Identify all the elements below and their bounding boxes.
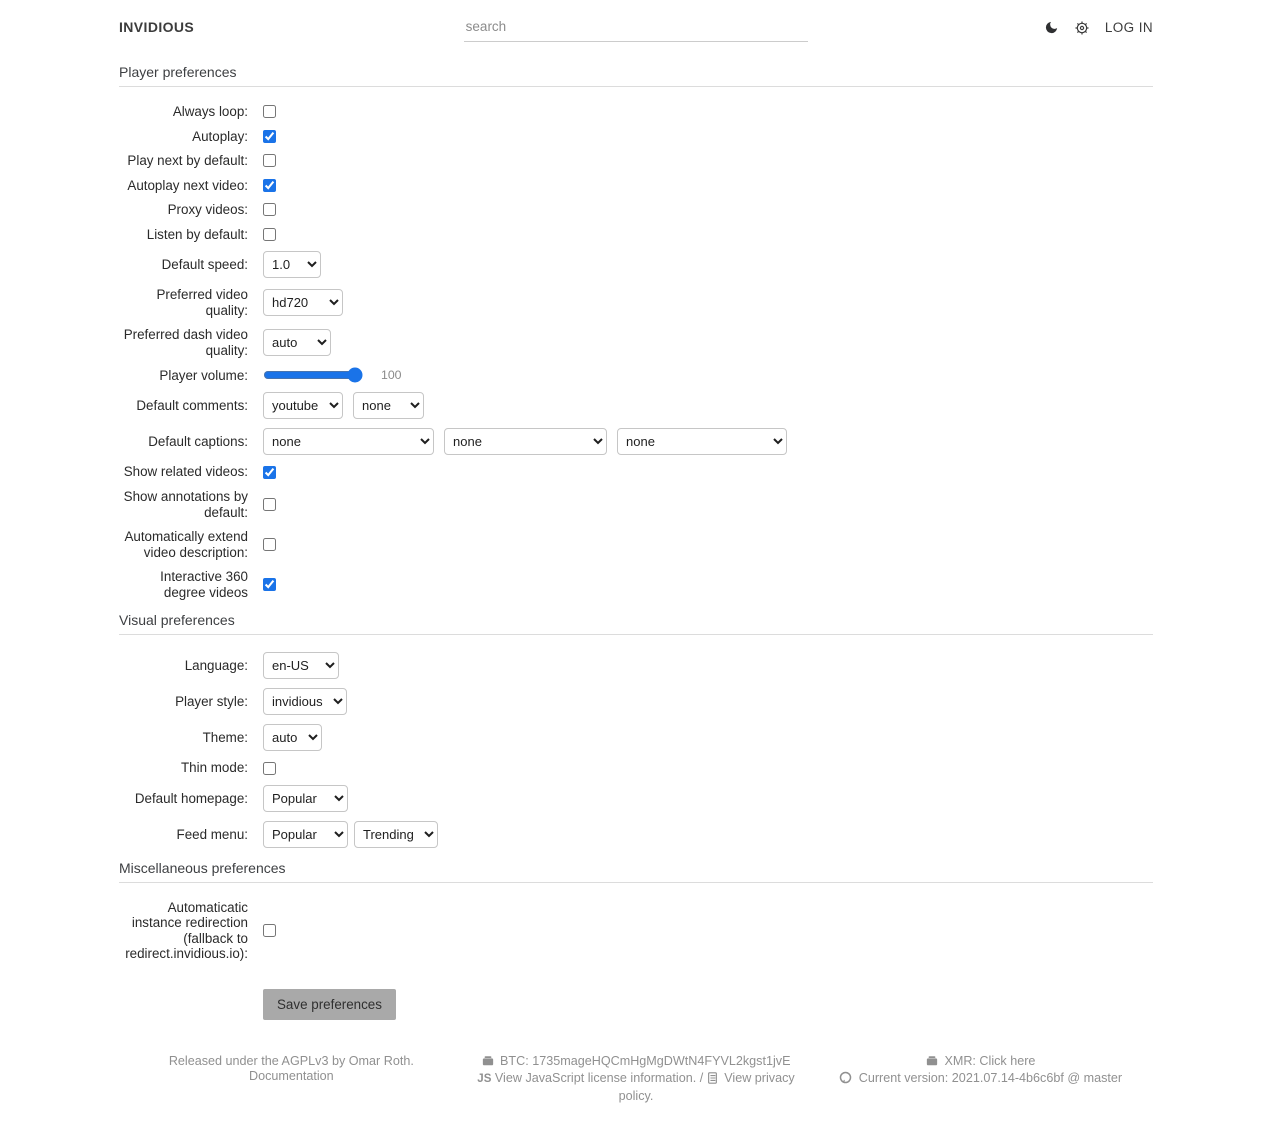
player-volume-value: 100 — [381, 368, 402, 383]
row-default-comments — [119, 392, 1153, 419]
row-default-captions — [119, 428, 1153, 455]
row-preferred-dash-quality — [119, 327, 1153, 358]
privacy-policy-link[interactable]: View privacy policy. — [618, 1071, 795, 1103]
auto-redirect-label: Automaticatic instance redirection (fallback to redirect.invidious.io): — [125, 899, 248, 962]
vr-mode-checkbox[interactable] — [263, 578, 276, 591]
license-text: Released under the AGPLv3 by Omar Roth. — [168, 1054, 414, 1069]
navbar-left — [119, 19, 464, 37]
autoplay-label: Autoplay: — [192, 128, 248, 144]
related-videos-label: Show related videos: — [123, 464, 248, 480]
navbar-search-area — [464, 13, 809, 42]
js-icon: JS — [477, 1073, 492, 1086]
row-annotations — [119, 489, 1153, 520]
player-preferences-title: Player preferences — [119, 64, 237, 80]
auto-redirect-checkbox[interactable] — [263, 924, 276, 937]
row-player-volume — [119, 367, 1153, 383]
section-divider — [119, 882, 1153, 883]
default-captions-select-3[interactable] — [617, 428, 787, 455]
vr-mode-label: Interactive 360 degree videos — [160, 569, 248, 600]
dark-mode-toggle[interactable] — [1044, 20, 1059, 35]
extend-description-label: Automatically extend video description: — [124, 529, 248, 560]
site-logo-link[interactable]: INVIDIOUS — [119, 18, 195, 35]
player-volume-slider[interactable] — [263, 367, 363, 383]
feed-menu-label: Feed menu: — [176, 826, 248, 842]
autoplay-next-label: Autoplay next video: — [127, 177, 248, 193]
preferred-quality-select[interactable] — [263, 289, 343, 316]
misc-preferences-title: Miscellaneous preferences — [119, 859, 286, 876]
thin-mode-label: Thin mode: — [181, 760, 248, 776]
autoplay-next-checkbox[interactable] — [263, 179, 276, 192]
js-license-link[interactable]: View JavaScript license information. — [494, 1071, 697, 1086]
default-comments-select-2[interactable] — [353, 392, 424, 419]
preferences-link[interactable] — [1074, 20, 1090, 36]
autoplay-checkbox[interactable] — [263, 130, 276, 143]
row-autoplay — [119, 129, 1153, 145]
footer-left-column — [119, 1054, 464, 1085]
footer-middle-column — [464, 1054, 809, 1104]
btc-address: BTC: 1735mageHQCmHgMgDWtN4FYVL2kgst1jvE — [500, 1054, 791, 1069]
version-text: Current version: 2021.07.14-4b6c6bf @ master — [858, 1071, 1123, 1086]
row-vr-mode — [119, 569, 1153, 600]
save-preferences-button[interactable]: Save preferences — [263, 989, 396, 1020]
row-auto-redirect — [119, 900, 1153, 962]
feed-menu-select-1[interactable] — [263, 821, 348, 848]
section-divider — [119, 634, 1153, 635]
preferred-quality-label: Preferred video quality: — [156, 287, 248, 318]
player-style-label: Player style: — [175, 694, 248, 710]
login-link[interactable]: LOG IN — [1104, 20, 1154, 35]
always-loop-label: Always loop: — [172, 104, 248, 119]
row-feed-menu — [119, 821, 1153, 848]
row-default-speed — [119, 251, 1153, 278]
row-player-style — [119, 688, 1153, 715]
default-captions-select-1[interactable] — [263, 428, 434, 455]
preferred-dash-quality-select[interactable] — [263, 329, 331, 356]
default-comments-select-1[interactable] — [263, 392, 343, 419]
xmr-text: XMR: — [944, 1054, 976, 1069]
default-homepage-label: Default homepage: — [134, 790, 248, 806]
row-always-loop — [119, 104, 1153, 120]
page-container — [119, 0, 1153, 1128]
documentation-link[interactable]: Documentation — [248, 1069, 334, 1084]
xmr-link[interactable]: Click here — [979, 1054, 1036, 1069]
search-input[interactable] — [464, 13, 809, 42]
default-speed-label: Default speed: — [161, 257, 248, 272]
proxy-videos-checkbox[interactable] — [263, 203, 276, 216]
player-volume-label: Player volume: — [159, 367, 248, 383]
default-captions-label: Default captions: — [148, 434, 248, 450]
listen-default-label: Listen by default: — [146, 226, 248, 242]
row-theme — [119, 724, 1153, 751]
preferences-form — [119, 64, 1153, 1042]
proxy-videos-label: Proxy videos: — [167, 202, 248, 218]
gear-icon — [1074, 20, 1090, 36]
row-play-next — [119, 153, 1153, 169]
moon-icon — [1044, 20, 1059, 35]
thin-mode-checkbox[interactable] — [263, 762, 276, 775]
row-extend-description — [119, 529, 1153, 560]
top-navbar — [119, 0, 1153, 52]
row-default-homepage — [119, 785, 1153, 812]
row-autoplay-next — [119, 178, 1153, 194]
play-next-checkbox[interactable] — [263, 154, 276, 167]
monero-icon — [926, 1056, 942, 1070]
always-loop-checkbox[interactable] — [263, 105, 276, 118]
row-language — [119, 652, 1153, 679]
row-related-videos — [119, 464, 1153, 480]
row-preferred-quality — [119, 287, 1153, 318]
page-footer — [119, 1042, 1153, 1128]
annotations-label: Show annotations by default: — [123, 489, 248, 520]
related-videos-checkbox[interactable] — [263, 466, 276, 479]
row-listen-default — [119, 227, 1153, 243]
theme-label: Theme: — [202, 730, 248, 746]
footer-right-column — [808, 1054, 1153, 1089]
default-speed-select[interactable] — [263, 251, 321, 278]
language-label: Language: — [184, 658, 248, 674]
extend-description-checkbox[interactable] — [263, 538, 276, 551]
visual-preferences-title: Visual preferences — [119, 612, 235, 629]
github-icon — [839, 1073, 856, 1087]
navbar-right — [808, 20, 1153, 36]
player-style-select[interactable] — [263, 688, 347, 715]
play-next-label: Play next by default: — [127, 153, 248, 169]
default-captions-select-2[interactable] — [444, 428, 607, 455]
section-divider — [119, 86, 1153, 87]
theme-select[interactable] — [263, 724, 322, 751]
language-select[interactable] — [263, 652, 339, 679]
row-proxy-videos — [119, 202, 1153, 218]
bitcoin-icon — [482, 1056, 498, 1070]
feed-menu-select-2[interactable] — [354, 821, 438, 848]
document-icon — [707, 1073, 722, 1087]
default-comments-label: Default comments: — [136, 398, 248, 414]
listen-default-checkbox[interactable] — [263, 228, 276, 241]
footer-separator: / — [699, 1071, 704, 1086]
annotations-checkbox[interactable] — [263, 498, 276, 511]
row-thin-mode — [119, 760, 1153, 776]
default-homepage-select[interactable] — [263, 785, 348, 812]
preferred-dash-quality-label: Preferred dash video quality: — [123, 327, 248, 358]
